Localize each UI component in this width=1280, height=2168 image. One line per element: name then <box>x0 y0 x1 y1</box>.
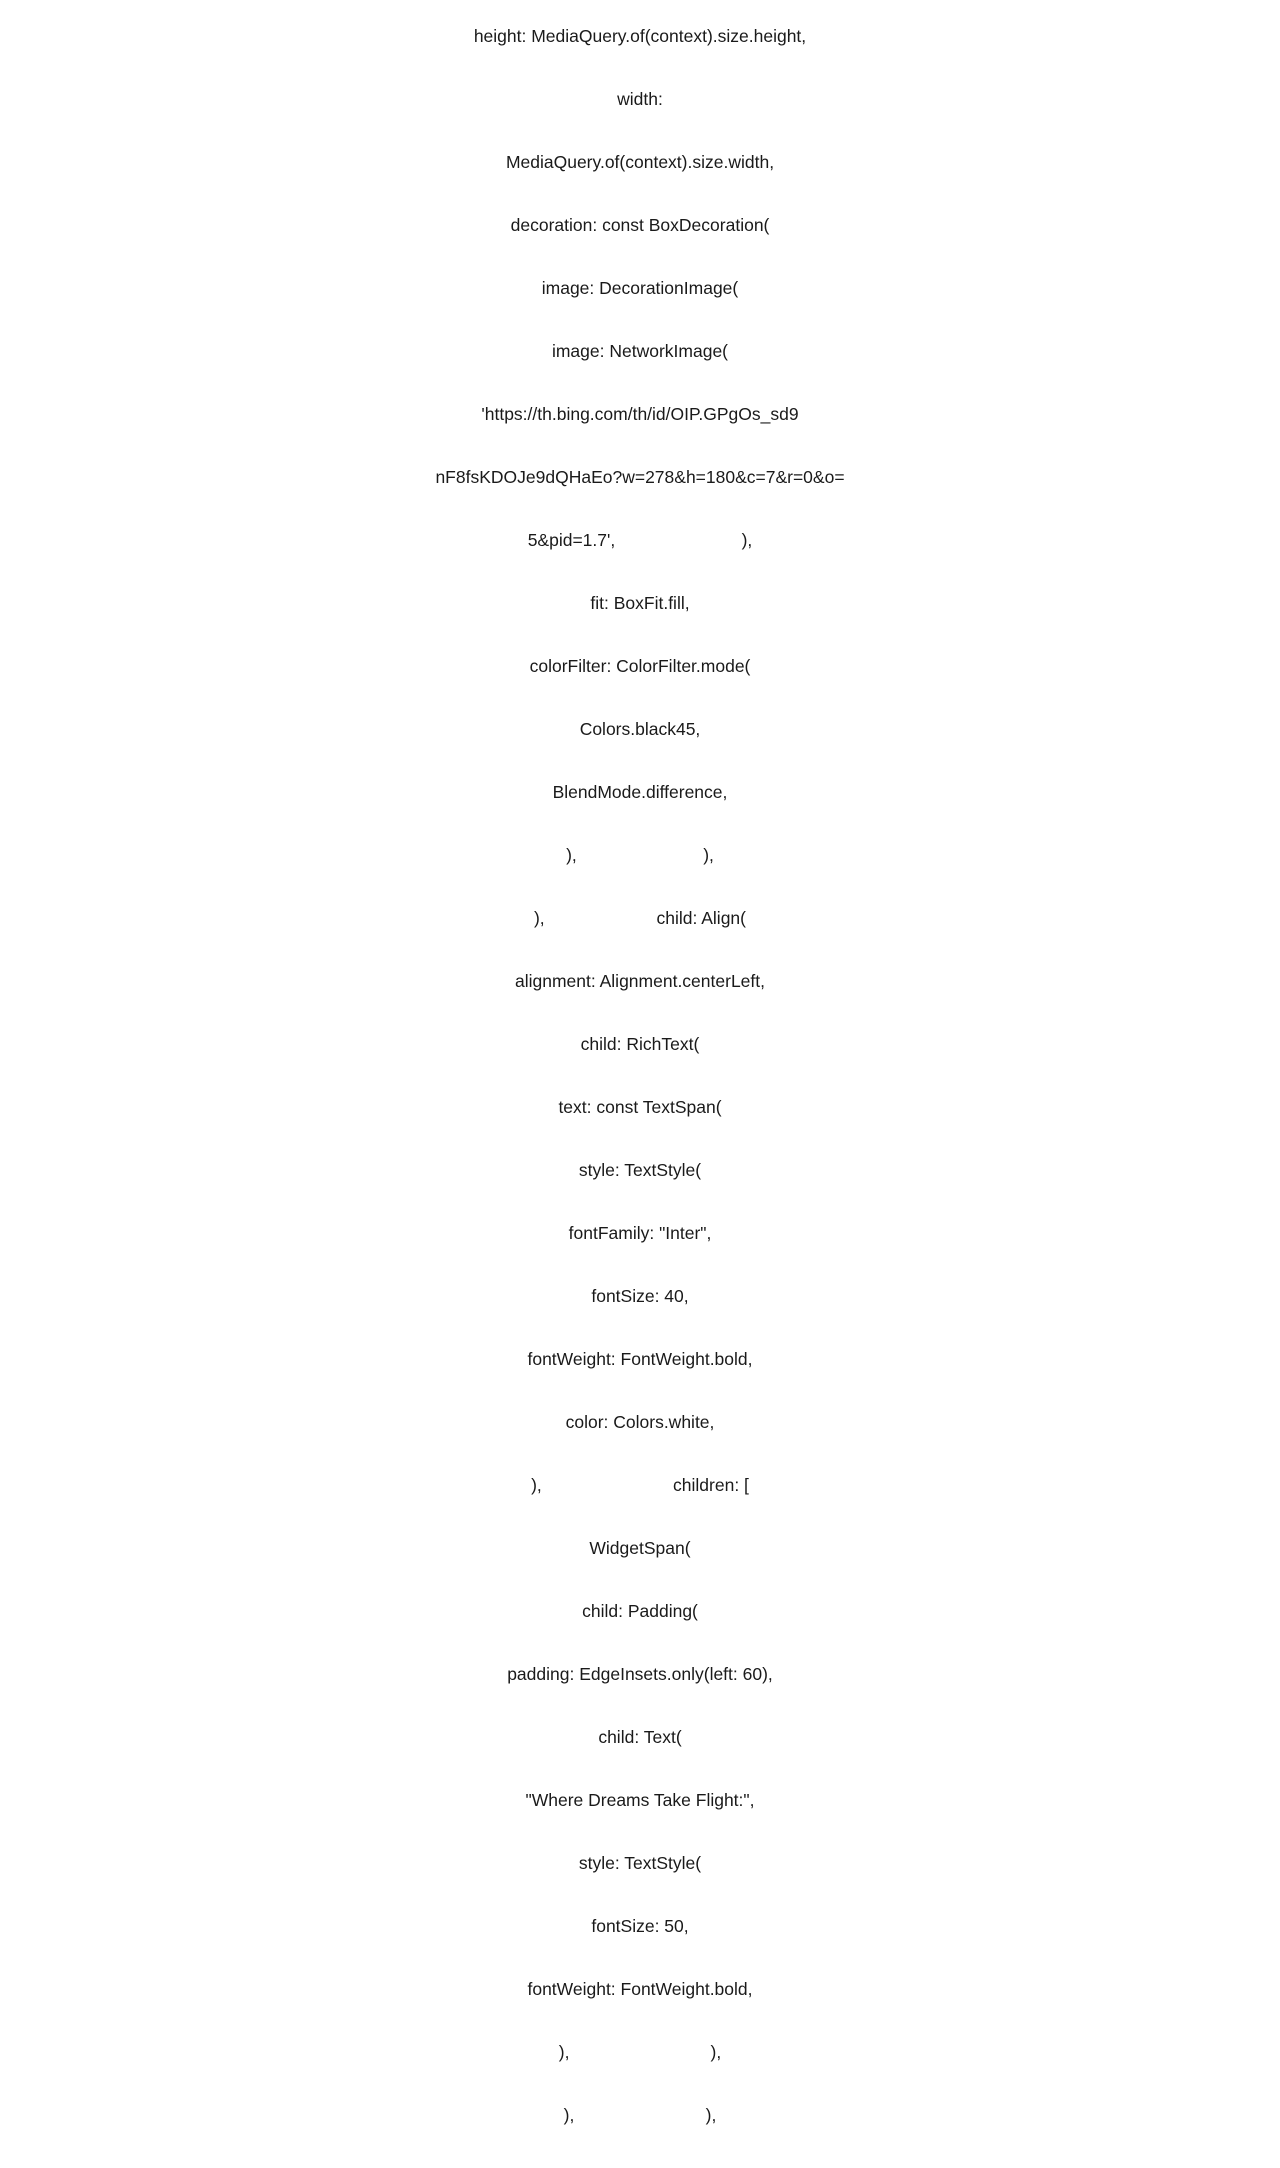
code-line-5: image: DecorationImage( <box>541 278 739 298</box>
code-line-14: ), ), <box>566 845 714 865</box>
code-line-18: text: const TextSpan( <box>558 1097 722 1117</box>
code-line-9: 5&pid=1.7', ), <box>527 530 753 550</box>
code-line-6: image: NetworkImage( <box>551 341 729 361</box>
code-line-22: fontWeight: FontWeight.bold, <box>527 1349 753 1369</box>
code-line-1: height: MediaQuery.of(context).size.height, <box>473 26 807 46</box>
code-line-8: nF8fsKDOJe9dQHaEo?w=278&h=180&c=7&r=0&o= <box>435 467 845 487</box>
code-line-12: Colors.black45, <box>579 719 701 739</box>
code-text-column <box>320 0 960 2125</box>
code-line-13: BlendMode.difference, <box>552 782 728 802</box>
code-line-25: WidgetSpan( <box>589 1538 691 1558</box>
code-line-2: width: <box>617 89 663 109</box>
code-line-26: child: Padding( <box>582 1601 698 1621</box>
code-line-24: ), children: [ <box>531 1475 749 1495</box>
code-line-10: fit: BoxFit.fill, <box>590 593 690 613</box>
code-line-19: style: TextStyle( <box>578 1160 702 1180</box>
code-line-34: ), ), <box>563 2105 717 2125</box>
code-line-33: ), ), <box>558 2042 722 2062</box>
code-line-28: child: Text( <box>598 1727 682 1747</box>
code-line-30: style: TextStyle( <box>578 1853 702 1873</box>
code-line-29: "Where Dreams Take Flight:", <box>525 1790 755 1810</box>
code-line-16: alignment: Alignment.centerLeft, <box>514 971 765 991</box>
code-line-31: fontSize: 50, <box>591 1916 689 1936</box>
code-line-7: 'https://th.bing.com/th/id/OIP.GPgOs_sd9 <box>481 404 799 424</box>
code-line-32: fontWeight: FontWeight.bold, <box>527 1979 753 1999</box>
code-line-4: decoration: const BoxDecoration( <box>510 215 770 235</box>
code-line-3: MediaQuery.of(context).size.width, <box>505 152 775 172</box>
code-line-23: color: Colors.white, <box>565 1412 715 1432</box>
code-line-11: colorFilter: ColorFilter.mode( <box>529 656 751 676</box>
code-line-17: child: RichText( <box>580 1034 700 1054</box>
code-line-27: padding: EdgeInsets.only(left: 60), <box>507 1664 773 1684</box>
code-line-21: fontSize: 40, <box>591 1286 689 1306</box>
code-line-20: fontFamily: "Inter", <box>568 1223 712 1243</box>
code-line-15: ), child: Align( <box>533 908 746 928</box>
